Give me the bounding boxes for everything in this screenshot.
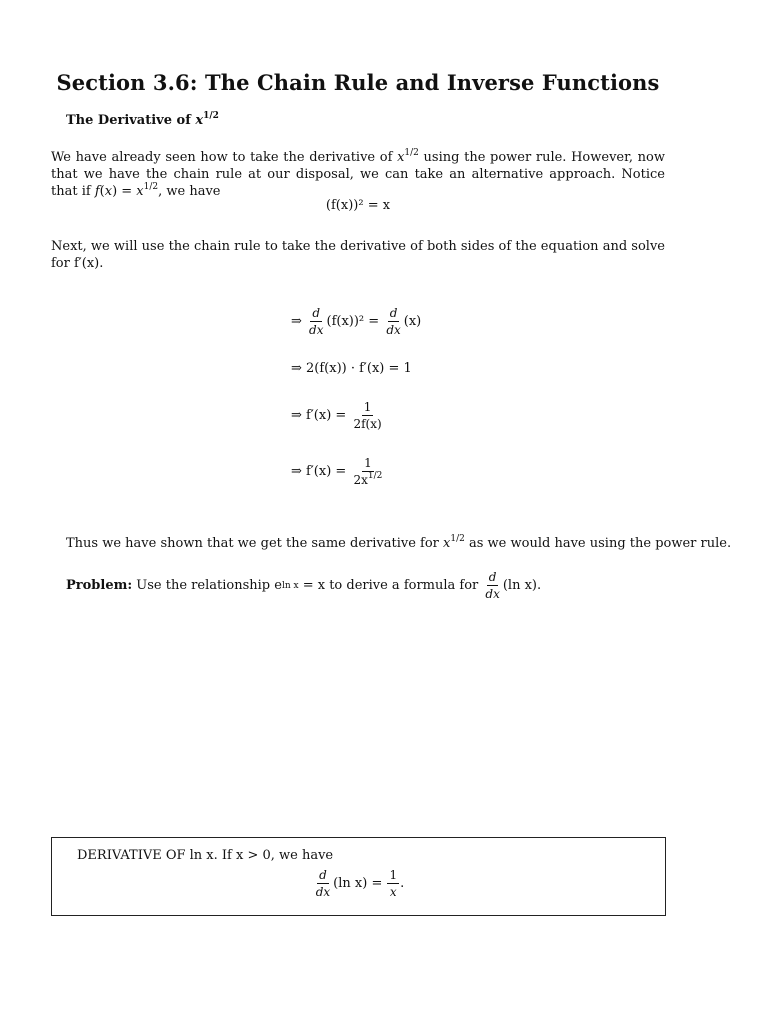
paragraph-intro: We have already seen how to take the derivative of $x^{1/2}$ using the power rule. However, now that we have the chain rule at our disposal, we can take an alternative approach. Notice that if $f(x) = x^{1/2}$, we have: [51, 148, 665, 199]
step-2: ⇒ 2(f(x)) · f′(x) = 1: [291, 361, 412, 376]
theorem-equation: $\frac{d}{dx}$ (ln x) = $\frac{1}{x}$ .: [315, 868, 405, 899]
problem-statement: Problem: Use the relationship e ln x = x to derive a formula for $\frac{d}{dx}$ (ln x).: [66, 570, 542, 601]
step-4: ⇒ f′(x) = $\frac{1}{2x^{1/2}}$: [291, 456, 383, 487]
subheading-text: The Derivative of: [66, 113, 191, 128]
step-1: ⇒ $\frac{d}{dx}$ (f(x))² = $\frac{d}{dx}$ (x): [291, 306, 422, 337]
fraction-d-dx: $\frac{d}{dx}$: [485, 570, 500, 601]
theorem-text: DERIVATIVE OF ln x. If x > 0, we have: [77, 848, 334, 863]
intro-part-a: We have already seen how to take the derivative of: [51, 150, 393, 165]
subheading-expr: x: [195, 113, 204, 128]
intro-part-c: , we have: [158, 184, 221, 199]
theorem-box: [51, 837, 666, 916]
subheading: [66, 113, 219, 128]
problem-label: Problem:: [66, 578, 133, 593]
step-3: ⇒ f′(x) = $\frac{1}{2f(x)}$: [291, 400, 382, 431]
fraction: $\frac{1}{2f(x)}$: [353, 400, 382, 431]
intro-part-b: using the power rule. However, now that we have the chain rule at our disposal, we can take an alternative approach. Notice that if: [51, 150, 665, 199]
fraction-one-over-x: $\frac{1}{x}$: [389, 868, 398, 899]
fraction-d-dx: $\frac{d}{dx}$: [386, 306, 401, 337]
subheading-sup: 1/2: [203, 111, 219, 121]
paragraph-conclusion: Thus we have shown that we get the same derivative for $x^{1/2}$ as we would have using the power rule.: [66, 534, 732, 551]
fraction-d-dx: $\frac{d}{dx}$: [309, 306, 324, 337]
fraction-d-dx: $\frac{d}{dx}$: [315, 868, 331, 899]
equation-square: (f(x))² = x: [325, 198, 391, 213]
paragraph-chain-rule: Next, we will use the chain rule to take the derivative of both sides of the equation and solve for f′(x).: [51, 239, 665, 271]
fraction: $\frac{1}{2x^{1/2}}$: [353, 456, 383, 487]
page-title: Section 3.6: The Chain Rule and Inverse Functions: [56, 70, 660, 95]
